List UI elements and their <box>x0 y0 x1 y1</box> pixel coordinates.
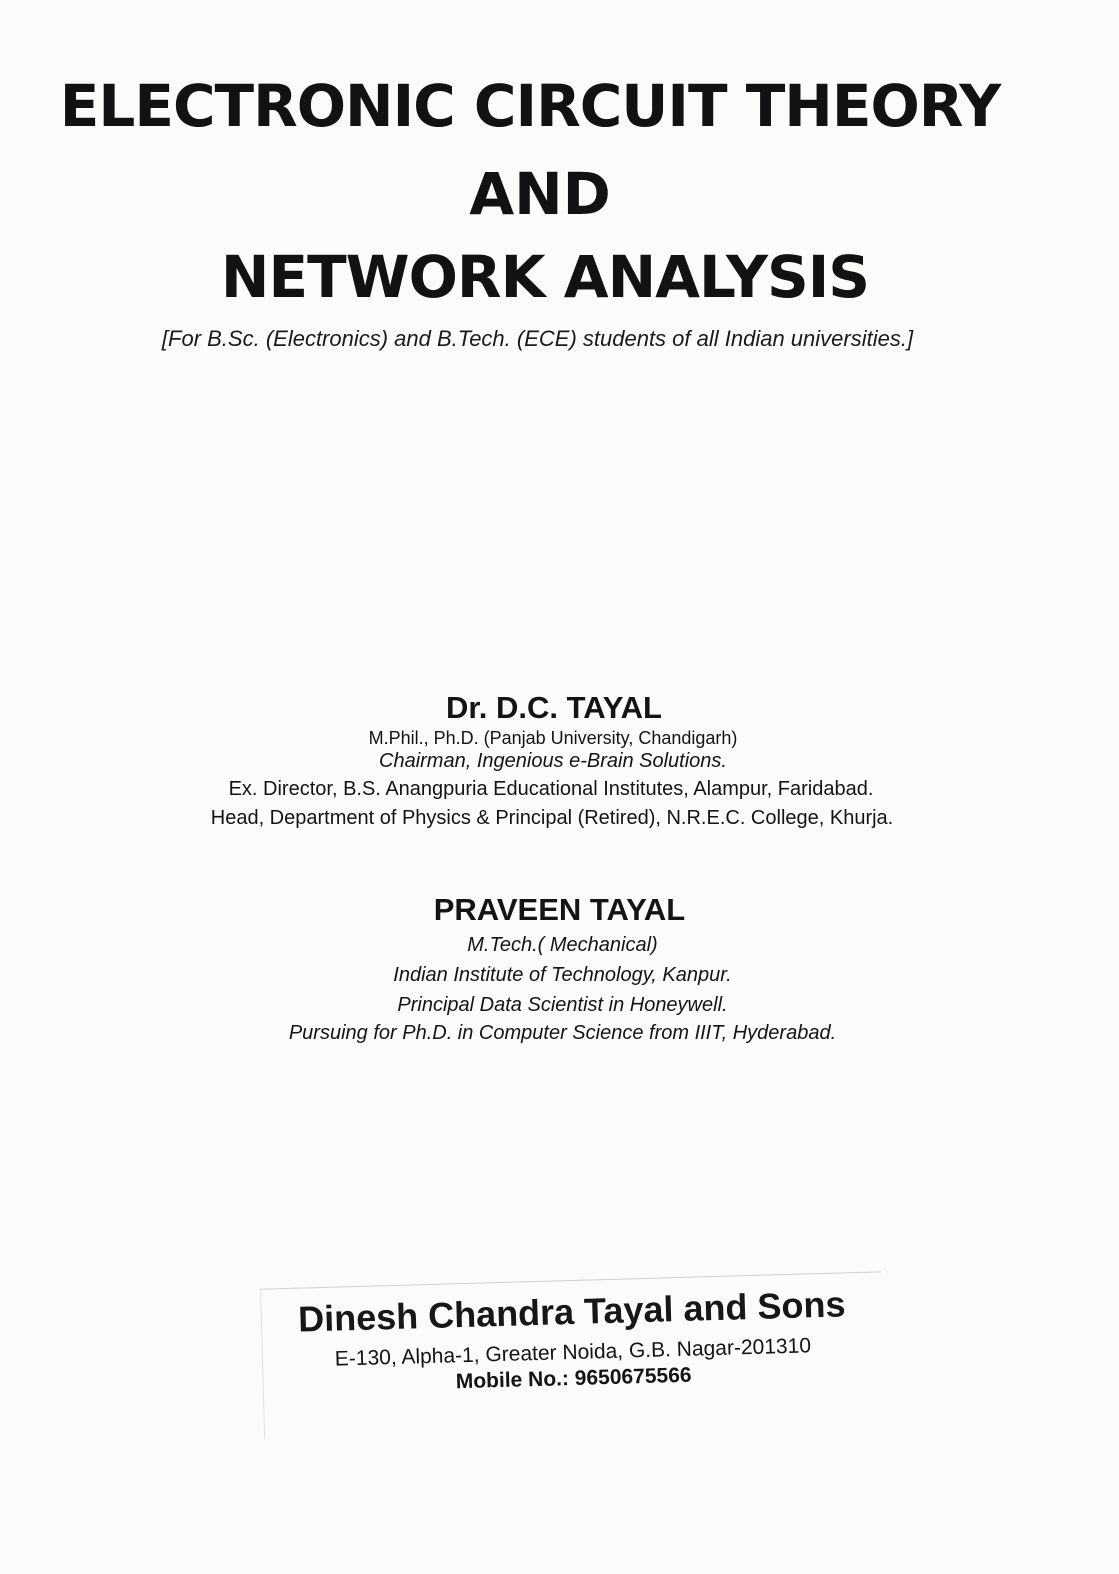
author-1-qualification: M.Phil., Ph.D. (Panjab University, Chandigarh) <box>368 728 738 748</box>
author-1-former-role-2: Head, Department of Physics & Principal (Retired), N.R.E.C. College, Khurja. <box>210 807 894 829</box>
author-2-position: Principal Data Scientist in Honeywell. <box>397 994 728 1016</box>
publisher-name: Dinesh Chandra Tayal and Sons <box>297 1283 846 1340</box>
book-subtitle: [For B.Sc. (Electronics) and B.Tech. (ECE) students of all Indian universities.] <box>161 326 914 351</box>
publisher-mobile: Mobile No.: 9650675566 <box>455 1363 692 1394</box>
author-2-pursuit: Pursuing for Ph.D. in Computer Science from IIIT, Hyderabad. <box>288 1022 837 1044</box>
book-title-line-2: AND <box>469 160 611 228</box>
author-1-name: Dr. D.C. TAYAL <box>446 690 662 725</box>
publisher-address: E-130, Alpha-1, Greater Noida, G.B. Nagar-201310 <box>334 1334 812 1371</box>
publisher-stamp <box>260 1271 885 1439</box>
author-1-former-role: Ex. Director, B.S. Anangpuria Educational Institutes, Alampur, Faridabad. <box>228 778 874 800</box>
author-2-institute: Indian Institute of Technology, Kanpur. <box>393 964 732 986</box>
author-2-name: PRAVEEN TAYAL <box>433 892 686 927</box>
author-2-qualification: M.Tech.( Mechanical) <box>467 934 658 956</box>
book-title-line-3: NETWORK ANALYSIS <box>220 243 870 311</box>
book-title-line-1: ELECTRONIC CIRCUIT THEORY <box>59 72 1001 140</box>
author-1-position: Chairman, Ingenious e-Brain Solutions. <box>379 750 727 772</box>
